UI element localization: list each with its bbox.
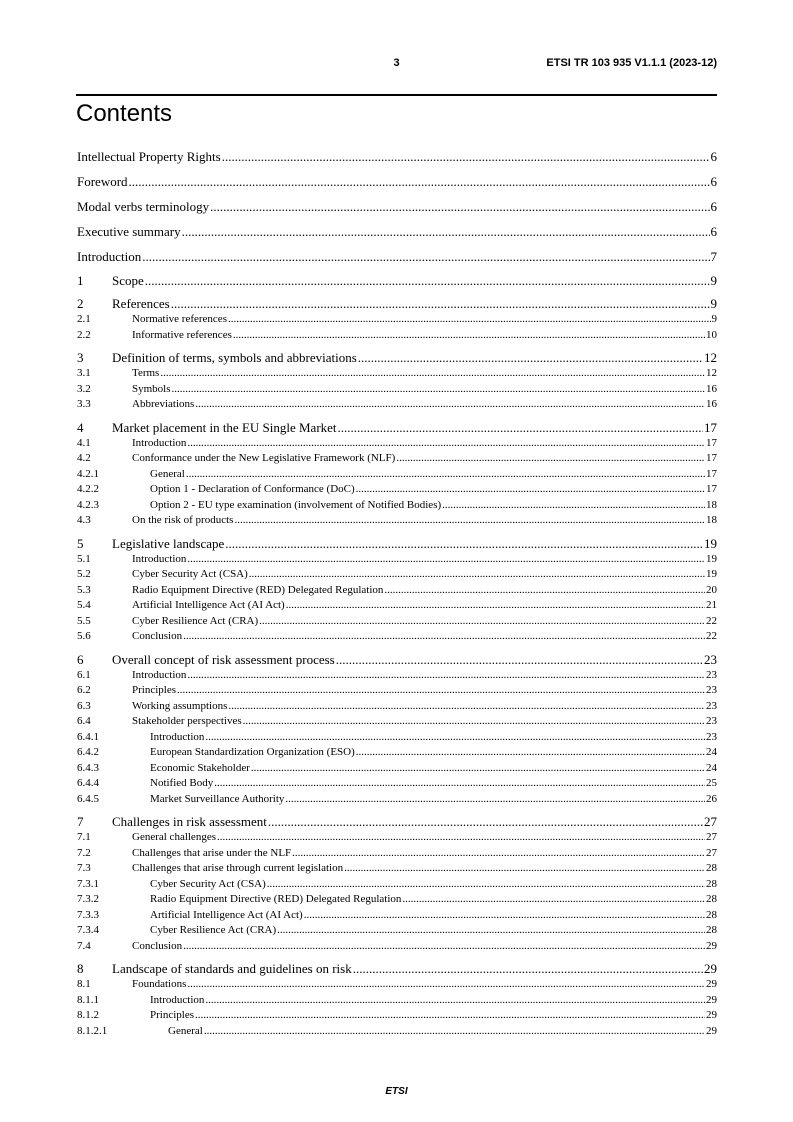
toc-entry-page: 17 <box>706 452 717 464</box>
toc-entry[interactable] <box>77 761 717 777</box>
toc-entry-title: Foreword <box>77 174 128 189</box>
toc-entry-page: 24 <box>706 746 717 758</box>
toc-dot-leader <box>228 699 705 715</box>
toc-entry[interactable] <box>77 382 717 398</box>
toc-entry[interactable] <box>77 451 717 467</box>
toc-dot-leader <box>186 467 705 483</box>
page-number: 3 <box>393 57 400 69</box>
toc-entry-number: 3 <box>77 350 84 365</box>
toc-entry-title: Artificial Intelligence Act (AI Act) <box>150 908 303 921</box>
toc-entry-title: Normative references <box>132 313 227 325</box>
toc-entry[interactable] <box>77 535 717 552</box>
toc-entry-number: 6.4 <box>77 715 91 727</box>
toc-entry-page: 23 <box>706 684 717 696</box>
toc-entry[interactable] <box>77 328 717 344</box>
toc-dot-leader <box>217 830 705 846</box>
toc-entry-title: Abbreviations <box>132 398 195 410</box>
toc-dot-leader <box>234 513 705 529</box>
toc-dot-leader <box>183 939 705 955</box>
footer-etsi: ETSI <box>385 1086 408 1097</box>
toc-entry-title: Challenges that arise under the NLF <box>132 846 292 859</box>
toc-dot-leader <box>222 147 710 167</box>
toc-dot-leader <box>286 598 705 614</box>
toc-entry-page: 16 <box>706 398 717 410</box>
toc-entry-number: 6.2 <box>77 684 91 696</box>
table-of-contents <box>77 147 717 1039</box>
toc-entry-page: 26 <box>706 792 717 805</box>
toc-entry-page: 6 <box>710 224 717 239</box>
toc-entry-page: 9 <box>710 273 717 288</box>
toc-dot-leader <box>187 552 705 568</box>
toc-entry[interactable] <box>77 846 717 862</box>
toc-entry-title: Informative references <box>132 328 232 341</box>
toc-entry-number: 2 <box>77 296 84 311</box>
toc-entry-title: Conformance under the New Legislative Framework (NLF) <box>132 452 396 464</box>
toc-entry-title: Working assumptions <box>132 699 228 712</box>
toc-entry[interactable] <box>77 683 717 699</box>
toc-entry-title: Introduction <box>132 668 187 681</box>
toc-entry-title: Intellectual Property Rights <box>77 149 221 164</box>
toc-entry-number: 6.4.2 <box>77 746 99 758</box>
toc-entry-page: 28 <box>706 893 717 905</box>
toc-entry[interactable] <box>77 436 717 452</box>
toc-entry-title: Scope <box>112 273 144 288</box>
toc-entry-page: 28 <box>706 862 717 874</box>
toc-dot-leader <box>177 683 705 699</box>
toc-entry-title: Landscape of standards and guidelines on risk <box>112 961 352 976</box>
toc-entry-title: Challenges in risk assessment <box>112 814 267 829</box>
toc-entry[interactable] <box>77 830 717 846</box>
toc-dot-leader <box>187 436 705 452</box>
toc-entry-title: Introduction <box>150 730 205 743</box>
toc-entry-number: 7.1 <box>77 831 91 843</box>
toc-entry-number: 6.4.3 <box>77 761 99 774</box>
toc-entry-title: Principles <box>132 684 176 696</box>
toc-dot-leader <box>336 651 703 668</box>
toc-entry-page: 27 <box>706 846 717 859</box>
toc-entry[interactable] <box>77 172 717 197</box>
toc-dot-leader <box>205 993 705 1009</box>
toc-entry-page: 23 <box>706 730 717 743</box>
toc-entry-title: Overall concept of risk assessment process <box>112 651 335 667</box>
toc-entry-title: Market Surveillance Authority <box>150 792 285 805</box>
toc-entry-page: 9 <box>710 296 717 311</box>
toc-entry-title: Market placement in the EU Single Market <box>112 419 337 435</box>
toc-entry-title: Challenges that arise through current legislation <box>132 862 344 874</box>
toc-entry[interactable] <box>77 792 717 808</box>
toc-dot-leader <box>205 730 705 746</box>
toc-entry-number: 6.3 <box>77 699 91 712</box>
toc-entry-title: Symbols <box>132 382 171 395</box>
toc-entry-page: 18 <box>706 498 717 511</box>
toc-entry-page: 20 <box>706 583 717 596</box>
toc-entry-title: Radio Equipment Directive (RED) Delegated Regulation <box>150 893 402 905</box>
toc-dot-leader <box>243 714 705 730</box>
toc-entry-number: 4.2.3 <box>77 498 99 511</box>
toc-entry-page: 16 <box>706 382 717 395</box>
toc-entry[interactable] <box>77 923 717 939</box>
toc-dot-leader <box>145 272 710 289</box>
toc-dot-leader <box>285 792 705 808</box>
toc-entry-number: 2.2 <box>77 328 91 341</box>
toc-entry[interactable] <box>77 598 717 614</box>
toc-entry[interactable] <box>77 908 717 924</box>
toc-dot-leader <box>160 366 705 382</box>
toc-entry-page: 29 <box>706 978 717 990</box>
toc-entry-title: Option 1 - Declaration of Conformance (DoC) <box>150 483 355 495</box>
toc-entry-page: 6 <box>710 174 717 189</box>
toc-entry-title: Cyber Security Act (CSA) <box>150 877 266 890</box>
toc-entry-number: 4.2.2 <box>77 483 99 495</box>
toc-entry-page: 6 <box>710 199 717 214</box>
toc-entry[interactable] <box>77 745 717 761</box>
toc-entry[interactable] <box>77 467 717 483</box>
toc-dot-leader <box>183 629 705 645</box>
toc-entry-number: 5 <box>77 535 84 551</box>
toc-entry-number: 6.4.5 <box>77 792 99 805</box>
toc-entry-page: 28 <box>706 908 717 921</box>
toc-entry-number: 5.1 <box>77 552 91 565</box>
toc-entry[interactable] <box>77 714 717 730</box>
toc-entry-number: 7.2 <box>77 846 91 859</box>
toc-dot-leader <box>251 761 705 777</box>
toc-entry[interactable] <box>77 222 717 247</box>
toc-dot-leader <box>233 328 705 344</box>
toc-entry-page: 29 <box>704 961 717 976</box>
toc-entry-title: Radio Equipment Directive (RED) Delegated Regulation <box>132 583 384 596</box>
toc-dot-leader <box>214 776 705 792</box>
toc-dot-leader <box>129 172 710 192</box>
toc-entry-title: Economic Stakeholder <box>150 761 250 774</box>
toc-entry[interactable] <box>77 552 717 568</box>
toc-entry-title: On the risk of products <box>132 514 234 526</box>
toc-entry-number: 3.3 <box>77 398 91 410</box>
toc-dot-leader <box>338 419 703 436</box>
toc-entry-number: 3.2 <box>77 382 91 395</box>
toc-entry-page: 25 <box>706 777 717 789</box>
toc-entry-page: 23 <box>706 699 717 712</box>
toc-entry-title: Definition of terms, symbols and abbreviations <box>112 350 357 365</box>
toc-entry[interactable] <box>77 397 717 413</box>
toc-entry-page: 23 <box>706 668 717 681</box>
toc-entry-number: 5.4 <box>77 599 91 611</box>
toc-entry[interactable] <box>77 813 717 830</box>
toc-entry[interactable] <box>77 247 717 272</box>
toc-entry[interactable] <box>77 730 717 746</box>
toc-entry-page: 17 <box>706 436 717 449</box>
toc-entry-page: 7 <box>710 249 717 264</box>
toc-entry-title: Cyber Resilience Act (CRA) <box>150 924 277 936</box>
toc-entry-title: Option 2 - EU type examination (involvement of Notified Bodies) <box>150 498 442 511</box>
toc-entry-title: European Standardization Organization (ESO) <box>150 746 355 758</box>
toc-entry-page: 27 <box>704 814 717 829</box>
toc-entry[interactable] <box>77 349 717 366</box>
toc-entry-page: 19 <box>706 568 717 580</box>
toc-entry-page: 17 <box>706 483 717 495</box>
toc-entry[interactable] <box>77 366 717 382</box>
toc-entry[interactable] <box>77 419 717 436</box>
toc-entry[interactable] <box>77 977 717 993</box>
toc-entry[interactable] <box>77 614 717 630</box>
toc-dot-leader <box>353 960 703 977</box>
toc-entry-page: 29 <box>706 1024 717 1037</box>
toc-dot-leader <box>171 295 710 312</box>
toc-entry-page: 23 <box>704 651 717 667</box>
toc-dot-leader <box>182 222 710 242</box>
toc-dot-leader <box>187 668 705 684</box>
document-id: ETSI TR 103 935 V1.1.1 (2023-12) <box>546 57 717 69</box>
toc-entry-number: 7.3.3 <box>77 908 99 921</box>
toc-dot-leader <box>356 745 705 761</box>
toc-entry-page: 6 <box>710 149 717 164</box>
toc-entry[interactable] <box>77 651 717 668</box>
toc-entry-title: Legislative landscape <box>112 535 225 551</box>
toc-entry-number: 7.3.2 <box>77 893 99 905</box>
toc-entry-page: 23 <box>706 715 717 727</box>
toc-entry-title: Terms <box>132 367 160 379</box>
toc-entry-number: 7 <box>77 814 84 829</box>
toc-entry-number: 4.2.1 <box>77 467 99 480</box>
toc-dot-leader <box>396 451 705 467</box>
toc-entry-page: 27 <box>706 831 717 843</box>
toc-entry-number: 1 <box>77 273 84 288</box>
toc-dot-leader <box>356 482 705 498</box>
toc-entry-title: General challenges <box>132 831 216 843</box>
toc-entry-page: 9 <box>711 313 717 325</box>
toc-entry[interactable] <box>77 892 717 908</box>
toc-entry-title: Artificial Intelligence Act (AI Act) <box>132 599 285 611</box>
toc-entry-page: 19 <box>704 535 717 551</box>
toc-dot-leader <box>442 498 705 514</box>
toc-entry-number: 3.1 <box>77 367 91 379</box>
toc-entry[interactable] <box>77 776 717 792</box>
toc-dot-leader <box>268 813 703 830</box>
toc-entry[interactable] <box>77 960 717 977</box>
toc-dot-leader <box>259 614 705 630</box>
toc-entry-page: 22 <box>706 614 717 627</box>
toc-entry-number: 8.1.2.1 <box>77 1024 108 1037</box>
toc-entry-page: 12 <box>704 350 717 365</box>
toc-dot-leader <box>195 1008 705 1024</box>
toc-entry[interactable] <box>77 877 717 893</box>
toc-entry-number: 8 <box>77 961 84 976</box>
toc-dot-leader <box>249 567 705 583</box>
toc-entry-number: 7.4 <box>77 939 91 952</box>
toc-entry-page: 17 <box>704 419 717 435</box>
toc-entry-page: 17 <box>706 467 717 480</box>
toc-entry-number: 7.3.4 <box>77 924 99 936</box>
toc-entry-number: 7.3.1 <box>77 877 99 890</box>
toc-entry[interactable] <box>77 197 717 222</box>
toc-entry-page: 29 <box>706 939 717 952</box>
toc-entry-number: 8.1.2 <box>77 1009 99 1021</box>
toc-entry-title: Notified Body <box>150 777 214 789</box>
toc-entry[interactable] <box>77 567 717 583</box>
toc-entry-title: Principles <box>150 1009 194 1021</box>
toc-entry-number: 6.4.1 <box>77 730 99 743</box>
toc-entry-page: 28 <box>706 877 717 890</box>
toc-entry[interactable] <box>77 939 717 955</box>
toc-entry[interactable] <box>77 312 717 328</box>
toc-dot-leader <box>187 977 705 993</box>
toc-entry-title: Introduction <box>150 993 205 1006</box>
toc-entry-page: 21 <box>706 599 717 611</box>
toc-dot-leader <box>267 877 705 893</box>
toc-entry-number: 8.1.1 <box>77 993 99 1006</box>
toc-dot-leader <box>204 1024 705 1040</box>
toc-entry[interactable] <box>77 861 717 877</box>
toc-dot-leader <box>195 397 705 413</box>
toc-dot-leader <box>384 583 705 599</box>
toc-entry-number: 7.3 <box>77 862 91 874</box>
toc-entry-page: 12 <box>706 367 717 379</box>
toc-entry-page: 19 <box>706 552 717 565</box>
header-rule <box>76 94 717 96</box>
toc-dot-leader <box>277 923 705 939</box>
toc-entry-number: 8.1 <box>77 978 91 990</box>
toc-entry[interactable] <box>77 583 717 599</box>
toc-entry-number: 4.3 <box>77 514 91 526</box>
toc-entry-title: Conclusion <box>132 630 183 642</box>
toc-entry-number: 5.6 <box>77 630 91 642</box>
toc-entry[interactable] <box>77 295 717 312</box>
toc-entry-page: 29 <box>706 1009 717 1021</box>
toc-entry[interactable] <box>77 993 717 1009</box>
toc-dot-leader <box>344 861 705 877</box>
toc-entry-title: General <box>150 467 185 480</box>
toc-entry-title: Foundations <box>132 978 187 990</box>
toc-dot-leader <box>304 908 705 924</box>
toc-dot-leader <box>402 892 705 908</box>
toc-dot-leader <box>358 349 703 366</box>
toc-entry-title: Conclusion <box>132 939 183 952</box>
toc-dot-leader <box>292 846 705 862</box>
toc-entry-title: Introduction <box>77 249 142 264</box>
page-title: Contents <box>76 100 173 127</box>
toc-dot-leader <box>142 247 709 267</box>
toc-entry-title: Modal verbs terminology <box>77 199 210 214</box>
toc-dot-leader <box>172 382 705 398</box>
toc-entry-number: 4.2 <box>77 452 91 464</box>
toc-entry-page: 28 <box>706 924 717 936</box>
toc-entry-number: 5.5 <box>77 614 91 627</box>
toc-entry-title: Cyber Resilience Act (CRA) <box>132 614 259 627</box>
toc-entry[interactable] <box>77 699 717 715</box>
toc-entry[interactable] <box>77 272 717 289</box>
toc-dot-leader <box>210 197 709 217</box>
toc-entry-page: 18 <box>706 514 717 526</box>
toc-entry-title: General <box>168 1024 203 1037</box>
toc-entry[interactable] <box>77 668 717 684</box>
toc-entry-number: 2.1 <box>77 313 91 325</box>
toc-entry[interactable] <box>77 482 717 498</box>
toc-entry-number: 5.2 <box>77 568 91 580</box>
toc-entry-page: 29 <box>706 993 717 1006</box>
toc-dot-leader <box>225 535 703 552</box>
toc-entry[interactable] <box>77 147 717 172</box>
toc-entry-title: Introduction <box>132 436 187 449</box>
toc-entry[interactable] <box>77 513 717 529</box>
toc-entry[interactable] <box>77 1024 717 1040</box>
toc-entry-number: 4.1 <box>77 436 91 449</box>
toc-entry-title: Stakeholder perspectives <box>132 715 242 727</box>
toc-entry-title: Introduction <box>132 552 187 565</box>
toc-entry-number: 6.4.4 <box>77 777 99 789</box>
toc-entry-number: 6 <box>77 651 84 667</box>
toc-entry-number: 6.1 <box>77 668 91 681</box>
toc-entry-page: 24 <box>706 761 717 774</box>
toc-entry-title: Executive summary <box>77 224 181 239</box>
toc-entry-title: References <box>112 296 170 311</box>
toc-entry[interactable] <box>77 629 717 645</box>
toc-entry-number: 4 <box>77 419 84 435</box>
toc-entry-page: 10 <box>706 328 717 341</box>
toc-entry-title: Cyber Security Act (CSA) <box>132 568 248 580</box>
toc-entry[interactable] <box>77 498 717 514</box>
toc-dot-leader <box>228 312 711 328</box>
toc-entry-page: 22 <box>706 630 717 642</box>
toc-entry[interactable] <box>77 1008 717 1024</box>
toc-entry-number: 5.3 <box>77 583 91 596</box>
